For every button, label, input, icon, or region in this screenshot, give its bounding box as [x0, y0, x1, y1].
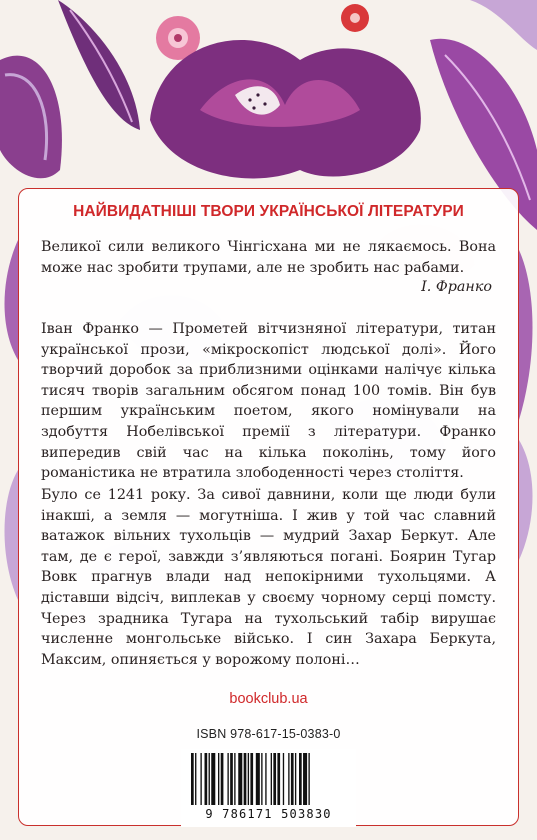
isbn-label: ISBN 978-617-15-0383-0	[196, 727, 341, 741]
barcode-bar	[291, 753, 294, 805]
feather-top-left	[58, 0, 140, 130]
barcode-bar	[248, 753, 249, 805]
barcode-bar	[288, 753, 289, 805]
leaves-left-side	[5, 240, 19, 600]
publisher-website: bookclub.ua	[229, 691, 308, 707]
barcode-bar	[261, 753, 262, 805]
barcode-bar	[211, 753, 215, 805]
barcode-bar	[244, 753, 247, 805]
barcode-bar	[195, 753, 196, 805]
barcode-bar	[238, 753, 242, 805]
barcode-bar	[271, 753, 272, 805]
barcode-bar	[295, 753, 296, 805]
barcode-bar	[191, 753, 194, 805]
barcode-bar	[265, 753, 266, 805]
barcode-bar	[205, 753, 208, 805]
red-flower-top	[341, 4, 369, 32]
barcode-bar	[209, 753, 210, 805]
barcode-bar	[277, 753, 280, 805]
plot-summary-paragraph: Було се 1241 року. За сивої давнини, коли ще люди були інакші, а земля — могутніша. І жив у той час славний ватажок вільних тухольців — мудрий Захар Беркут. Але там, де є герої, завжди з’являються погані. Боярин Тугар Вовк прагнув влади над непокірними тухольцями. А діставши відсіч, виплекав у своєму чорному серці помсту. Через зрадника Тугара на тухольський табір вирушає численне монгольське військо. І син Захара Беркута, Максим, опиняється у ворожому полоні…	[41, 487, 496, 668]
barcode-bar	[230, 753, 233, 805]
barcode-number: 9 786171 503830	[205, 807, 332, 821]
leaves-right-side	[519, 250, 533, 560]
author-description-paragraph: Іван Франко — Прометей вітчизняної літератури, титан української прози, «мікроскопіст людської долі». Його творчий доробок за приблизними оцінками налічує кілька тисяч творів загальним обсягом понад 100 томів. Він був першим українським поетом, якого номінували на здобуття Нобелівської премії з літератури. Франко випередив свій час на кілька поколінь, тому його романістика не втратила злободенності через століття.	[41, 321, 496, 482]
barcode-bar	[218, 753, 219, 805]
pomegranate-flower-center	[150, 40, 421, 178]
barcode-bar	[283, 753, 284, 805]
leaves-top-right	[470, 0, 537, 50]
series-heading: НАЙВИДАТНІШІ ТВОРИ УКРАЇНСЬКОЇ ЛІТЕРАТУРИ	[73, 203, 464, 220]
barcode-bar	[303, 753, 307, 805]
barcode-bar	[256, 753, 260, 805]
peacock-leaf-left	[0, 56, 62, 179]
barcode-bars	[189, 753, 349, 805]
barcode-bar	[200, 753, 201, 805]
barcode-bar	[299, 753, 302, 805]
barcode-bar	[221, 753, 224, 805]
barcode	[181, 749, 356, 827]
barcode-bar	[250, 753, 253, 805]
barcode-bar	[273, 753, 276, 805]
barcode-bar	[308, 753, 309, 805]
epigraph-quote: Великої сили великого Чінгісхана ми не лякаємось. Вона може нас зробити трупами, але не зробить нас рабами.	[41, 239, 496, 276]
text-panel	[18, 188, 519, 826]
epigraph-author: І. Франко	[421, 279, 492, 295]
barcode-bar	[234, 753, 235, 805]
barcode-bar	[227, 753, 228, 805]
